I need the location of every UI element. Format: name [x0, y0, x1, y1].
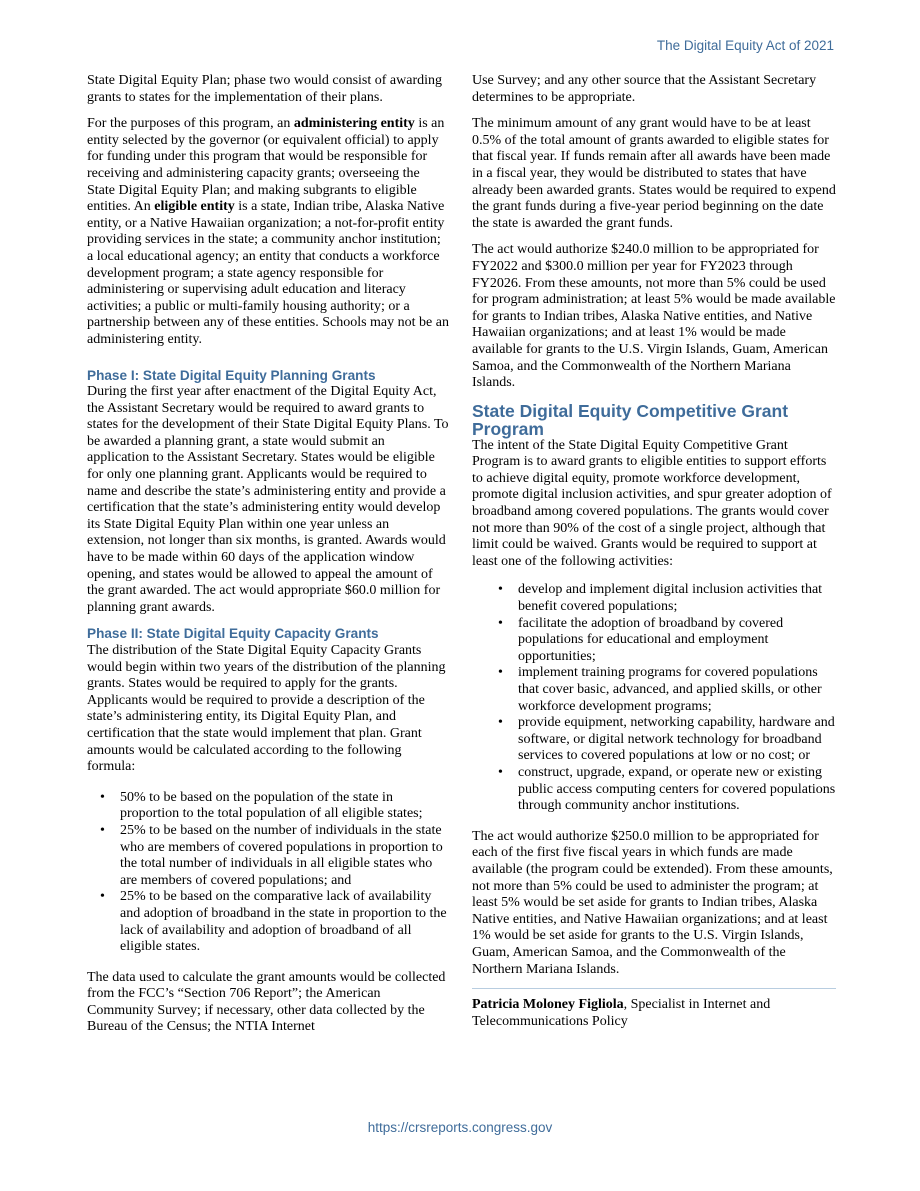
authorization-paragraph: The act would authorize $240.0 million to be appropriated for FY2022 and $300.0 million per year for FY2023 through FY2026. From these amounts, not more than 5% could be used for program administration; at least 5% would be made available for grants to Indian tribes, Alaska Native entities, and Native Hawaiian organizations; and at least 1% would be made available for grants to the U.S. Virgin Islands, Guam, American Samoa, and the Commonwealth of the Northern Mariana Islands. [472, 242, 836, 391]
administering-entity-paragraph [87, 116, 449, 348]
author-title: , Specialist in Internet and Telecommunications Policy [472, 997, 771, 1029]
phase1-heading: Phase I: State Digital Equity Planning Grants [87, 367, 376, 383]
list-item: • 25% to be based on the comparative lack of availability and adoption of broadband in the state in proportion to the lack of availability and adoption of broadband of all eligible states. [120, 889, 449, 955]
list-item: • 25% to be based on the number of individuals in the state who are members of covered populations in proportion to the total number of individuals in all eligible states who are members of covered populations; and [120, 823, 449, 889]
author-divider [472, 988, 836, 989]
text-run: For the purposes of this program, an [87, 116, 294, 132]
competitive-grant-heading: State Digital Equity Competitive Grant Program [472, 400, 789, 439]
list-item: • construct, upgrade, expand, or operate new or existing public access computing centers for covered populations through community anchor institutions. [518, 765, 836, 815]
right-column [472, 73, 836, 1040]
list-item: • provide equipment, networking capability, hardware and software, or digital network technology for broadband services to covered populations at low or no cost; or [518, 715, 836, 765]
phase1-paragraph: During the first year after enactment of the Digital Equity Act, the Assistant Secretary would be required to award grants to states for the development of their State Digital Equity Plans. To be awarded a planning grant, a state would submit an application to the Assistant Secretary. States would be eligible for only one planning grant. Applicants would be required to name and describe the state’s administering entity and provide a certification that the state’s administering entity would develop its State Digital Equity Plan within one year unless an extension, not longer than six months, is granted. Awards would have to be made within 60 days of the application window opening, and states would be allowed to appeal the amount of the grant awarded. The act would appropriate $60.0 million for planning grant awards. [87, 384, 449, 615]
list-item: • 50% to be based on the population of the state in proportion to the total population of all eligible states; [120, 790, 449, 823]
phase2-heading: Phase II: State Digital Equity Capacity Grants [87, 626, 379, 642]
activities-list [472, 582, 836, 814]
list-item: • implement training programs for covered populations that cover basic, advanced, and applied skills, or other workforce development programs; [518, 665, 836, 715]
author-name: Patricia Moloney Figliola [472, 997, 624, 1013]
list-item: • facilitate the adoption of broadband by covered populations for educational and employment opportunities; [518, 616, 836, 666]
term-eligible-entity: eligible entity [154, 199, 235, 215]
author-credit [472, 997, 836, 1030]
list-item: • develop and implement digital inclusion activities that benefit covered populations; [518, 582, 836, 615]
term-administering-entity: administering entity [293, 116, 415, 132]
text-run: is a state, Indian tribe, Alaska Native entity, or a Native Hawaiian organization; a not-for-profit entity providing services in the state; a community anchor institution; a local educational agency; an entity that conducts a workforce development program; a state agency responsible for administering or supervising adult education and literacy activities; a public or multi-family housing authority; or a partnership between any of these entities. Schools may not be an administering entity. [87, 199, 449, 347]
minimum-grant-paragraph: The minimum amount of any grant would have to be at least 0.5% of the total amount of grants awarded to eligible states for that fiscal year. If funds remain after all awards have been made in a fiscal year, they would be distributed to states that have already been awarded grants. States would be required to expend the grant funds during a five-year period beginning on the date the state is awarded the grant funds. [472, 116, 836, 231]
phase2-paragraph: The distribution of the State Digital Equity Capacity Grants would begin within two years of the distribution of the planning grants. States would be required to apply for the grants. Applicants would be required to provide a description of the state’s administering entity, its Digital Equity Plan, and certification that the state would implement that plan. Grant amounts would be calculated according to the following formula: [87, 643, 446, 775]
left-column [87, 73, 449, 1046]
running-header-title: The Digital Equity Act of 2021 [656, 38, 834, 53]
data-sources-paragraph: The data used to calculate the grant amounts would be collected from the FCC’s “Section 706 Report”; the American Community Survey; if necessary, other data collected by the Bureau of the Census; the NTIA Internet [87, 969, 446, 1035]
competitive-grant-paragraph: The intent of the State Digital Equity Competitive Grant Program is to award grants to eligible entities to support efforts to achieve digital equity, promote workforce development, promote digital inclusion activities, and spur greater adoption of broadband among covered populations. The grants would cover not more than 90% of the cost of a single project, although that limit could be waived. Grants would be required to support at least one of the following activities: [472, 437, 832, 569]
data-sources-continued: Use Survey; and any other source that the Assistant Secretary determines to be appropriate. [472, 73, 817, 105]
competitive-authorization-paragraph: The act would authorize $250.0 million to be appropriated for each of the first five fiscal years in which funds are made available (the program could be extended). From these amounts, not more than 5% could be used to administer the program; at least 5% would be set aside for grants to Indian tribes, Alaska Native entities, and Native Hawaiian organizations; and at least 1% would be set aside for grants to the U.S. Virgin Islands, Guam, American Samoa, and the Commonwealth of the Northern Mariana Islands. [472, 828, 833, 977]
formula-list [87, 790, 449, 956]
text-run: is an entity selected by the governor (or equivalent official) to apply for funding under this program that would be responsible for receiving and administering capacity grants; overseeing the State Digital Equity Plan; and making subgrants to eligible entities. An [87, 116, 445, 215]
intro-paragraph: State Digital Equity Plan; phase two would consist of awarding grants to states for the implementation of their plans. [87, 73, 443, 105]
footer-url[interactable]: https://crsreports.congress.gov [367, 1120, 553, 1135]
